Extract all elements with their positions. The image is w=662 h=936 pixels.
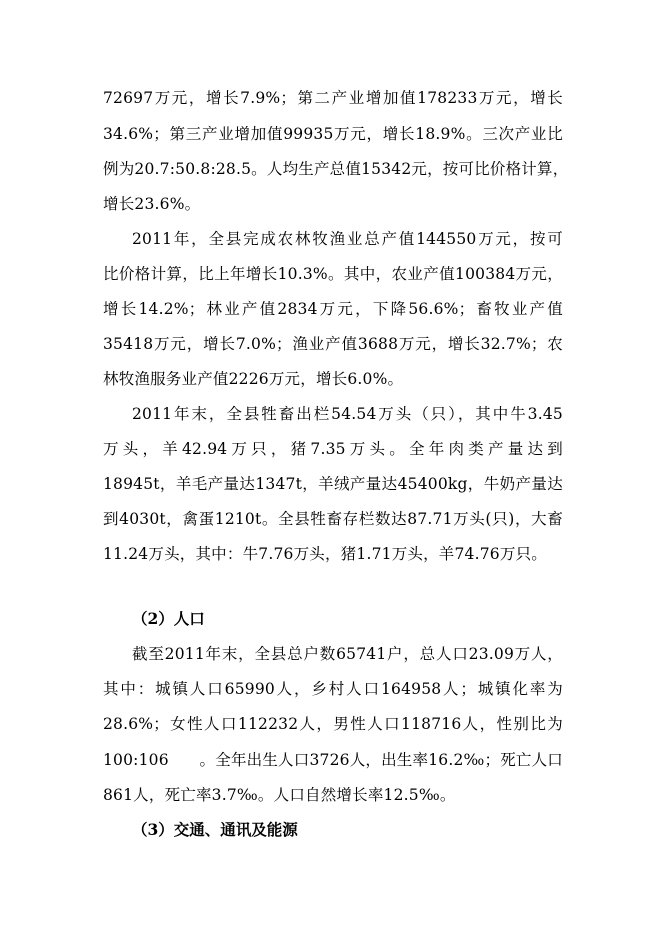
paragraph-1-line-1: 72697万元，增长7.9%；第二产业增加值178233万元，增长 — [103, 89, 563, 107]
paragraph-3-line-2: 万头，羊42.94万只，猪7.35万头。全年肉类产量达到 — [103, 440, 563, 458]
section-heading-population: （2）人口 — [132, 609, 205, 628]
population-line-1: 截至2011年末，全县总户数65741户，总人口23.09万人， — [132, 645, 563, 663]
paragraph-3-line-3: 18945t，羊毛产量达1347t，羊绒产量达45400kg，牛奶产量达 — [103, 475, 563, 493]
paragraph-3-line-4: 到4030t，禽蛋1210t。全县牲畜存栏数达87.71万头(只)，大畜 — [103, 510, 563, 528]
paragraph-1-line-4: 增长23.6%。 — [103, 195, 201, 213]
population-line-3: 28.6%；女性人口112232人，男性人口118716人，性别比为 — [103, 715, 563, 733]
population-line-2: 其中：城镇人口65990人，乡村人口164958人；城镇化率为 — [103, 680, 563, 698]
paragraph-2-line-4: 35418万元，增长7.0%；渔业产值3688万元，增长32.7%；农 — [103, 335, 563, 353]
population-line-5: 861人，死亡率3.7‰。人口自然增长率12.5‰。 — [103, 786, 456, 804]
paragraph-3-line-1: 2011年末，全县牲畜出栏54.54万头（只），其中牛3.45 — [132, 405, 563, 423]
paragraph-1-line-3: 例为20.7:50.8:28.5。人均生产总值15342元，按可比价格计算， — [103, 160, 569, 178]
paragraph-1-line-2: 34.6%；第三产业增加值99935万元，增长18.9%。三次产业比 — [103, 125, 563, 143]
paragraph-3-line-5: 11.24万头，其中：牛7.76万头，猪1.71万头，羊74.76万只。 — [103, 545, 547, 563]
section-heading-transport: （3）交通、通讯及能源 — [132, 820, 298, 839]
paragraph-2-line-5: 林牧渔服务业产值2226万元，增长6.0%。 — [103, 370, 404, 388]
paragraph-2-line-2: 比价格计算，比上年增长10.3%。其中，农业产值100384万元， — [103, 265, 563, 283]
population-line-4: 100:106 。全年出生人口3726人，出生率16.2‰；死亡人口 — [103, 751, 564, 769]
paragraph-2-line-3: 增长14.2%；林业产值2834万元，下降56.6%；畜牧业产值 — [103, 300, 563, 318]
paragraph-2-line-1: 2011年，全县完成农林牧渔业总产值144550万元，按可 — [132, 230, 563, 248]
